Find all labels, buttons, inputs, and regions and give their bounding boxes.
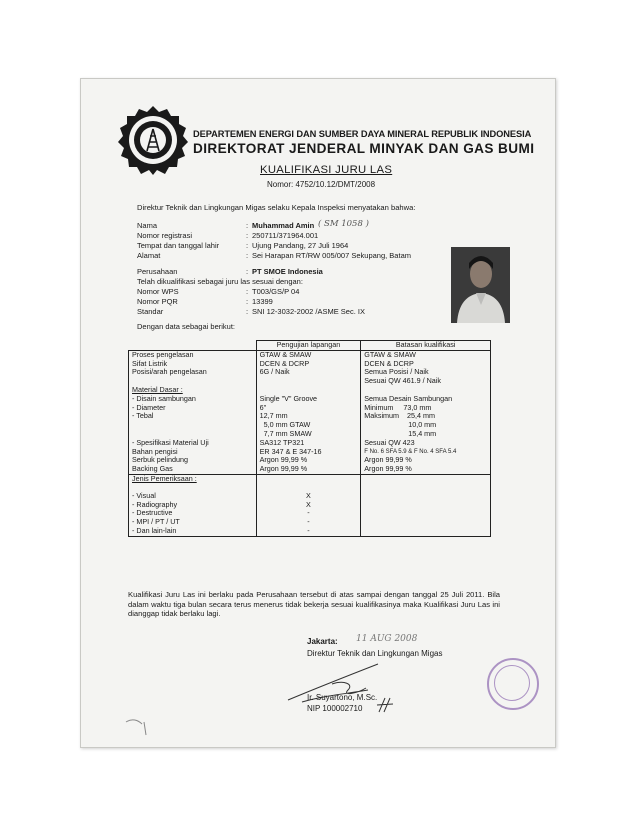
table-row: - Radiography X (129, 501, 491, 510)
document-title: KUALIFIKASI JURU LAS (260, 164, 393, 176)
ttl-label: Tempat dan tanggal lahir (137, 241, 220, 250)
nama-value: Muhammad Amin (252, 221, 315, 230)
table-row: - Destructive - (129, 509, 491, 518)
validity-paragraph: Kualifikasi Juru Las ini berlaku pada Perusahaan tersebut di atas sampai dengan tanggal 25 Juli 2011. Bila dalam waktu tiga bulan secara terus menerus tidak bekerja sesuai kualifikasinya maka Kualifikasi Juru Las ini dianggap tidak berlaku lagi. (128, 590, 500, 619)
colon: : (246, 221, 249, 230)
telah-label: Telah dikualifikasi sebagai juru las sesuai dengan: (137, 277, 303, 286)
colon: : (246, 297, 249, 306)
nama-handwritten: ( SM 1058 ) (318, 219, 369, 229)
colon: : (246, 307, 249, 316)
initials-icon (376, 696, 396, 714)
table-section-2 (129, 474, 491, 536)
table-row: Proses pengelasan GTAW & SMAW GTAW & SMAW (129, 350, 491, 359)
table-header-row (129, 341, 491, 351)
ministry-name: DEPARTEMEN ENERGI DAN SUMBER DAYA MINERAL REPUBLIK INDONESIA (193, 129, 532, 139)
standar-label: Standar (137, 307, 164, 316)
table-row: - Spesifikasi Material Uji SA312 TP321 Sesuai QW 423 (129, 439, 491, 448)
emblem-icon (117, 104, 189, 176)
intro-text: Direktur Teknik dan Lingkungan Migas selaku Kepala Inspeksi menyatakan bahwa: (137, 203, 416, 212)
document-number: Nomor: 4752/10.12/DMT/2008 (267, 180, 376, 189)
table-section-1 (129, 350, 491, 474)
colon: : (246, 251, 249, 260)
table-row: 7,7 mm SMAW 15,4 mm (129, 430, 491, 439)
table-row: Serbuk pelindung Argon 99,99 % Argon 99,99 % (129, 456, 491, 465)
standar-value: SNI 12-3032-2002 /ASME Sec. IX (252, 307, 365, 316)
directorate-name: DIREKTORAT JENDERAL MINYAK DAN GAS BUMI (193, 141, 535, 156)
colon: : (246, 287, 249, 296)
registrasi-value: 250711/371964.001 (252, 231, 319, 240)
portrait-icon (451, 247, 510, 323)
alamat-label: Alamat (137, 251, 161, 260)
table-row: - MPI / PT / UT - (129, 518, 491, 527)
jenis-label: Jenis Pemeriksaan : (129, 474, 257, 483)
colon: : (246, 267, 249, 276)
pqr-label: Nomor PQR (137, 297, 178, 306)
table-row: Backing Gas Argon 99,99 % Argon 99,99 % (129, 465, 491, 474)
table-row: Sesuai QW 461.9 / Naik (129, 377, 491, 386)
table-row: - Dan lain-lain - (129, 527, 491, 536)
pqr-value: 13399 (252, 297, 273, 306)
table-row: Bahan pengisi ER 347 & E 347-16 F No. 6 SFA 5.9 & F No. 4 SFA 5.4 (129, 448, 491, 457)
berikut-text: Dengan data sebagai berikut: (137, 322, 235, 331)
signatory-title: Direktur Teknik dan Lingkungan Migas (307, 649, 443, 658)
colon: : (246, 231, 249, 240)
registrasi-label: Nomor registrasi (137, 231, 193, 240)
signatory-name: Ir. Suyartono, M.Sc. (307, 693, 378, 702)
header-qualification-limit: Batasan kualifikasi (361, 341, 491, 351)
wps-label: Nomor WPS (137, 287, 179, 296)
table-row: - Tebal 12,7 mm Maksimum 25,4 mm (129, 412, 491, 421)
qualification-table (128, 340, 491, 537)
official-stamp-inner-icon (494, 665, 530, 701)
colon: : (246, 241, 249, 250)
nama-label: Nama (137, 221, 158, 230)
table-row: Sifat Listrik DCEN & DCRP DCEN & DCRP (129, 360, 491, 369)
table-row: Posisi/arah pengelasan 6G / Naik Semua Posisi / Naik (129, 368, 491, 377)
material-label: Material Dasar : (129, 386, 257, 395)
photo (451, 247, 510, 323)
margin-mark-icon (124, 716, 154, 736)
nip: NIP 100002710 (307, 704, 363, 713)
table-row: - Diameter 6" Minimum 73,0 mm (129, 404, 491, 413)
table-row: 5,0 mm GTAW 10,0 mm (129, 421, 491, 430)
ttl-value: Ujung Pandang, 27 Juli 1964 (252, 241, 349, 250)
table-row: - Disain sambungan Single "V" Groove Semua Desain Sambungan (129, 395, 491, 404)
table-row (129, 474, 491, 483)
alamat-value: Sei Harapan RT/RW 005/007 Sekupang, Batam (252, 251, 411, 260)
table-row: - Visual X (129, 492, 491, 501)
wps-value: T003/GS/P 04 (252, 287, 300, 296)
date-stamp: 11 AUG 2008 (356, 634, 418, 644)
perusahaan-value: PT SMOE Indonesia (252, 267, 323, 276)
header-field-test: Pengujian lapangan (256, 341, 361, 351)
city-label: Jakarta: (307, 637, 338, 646)
perusahaan-label: Perusahaan (137, 267, 178, 276)
